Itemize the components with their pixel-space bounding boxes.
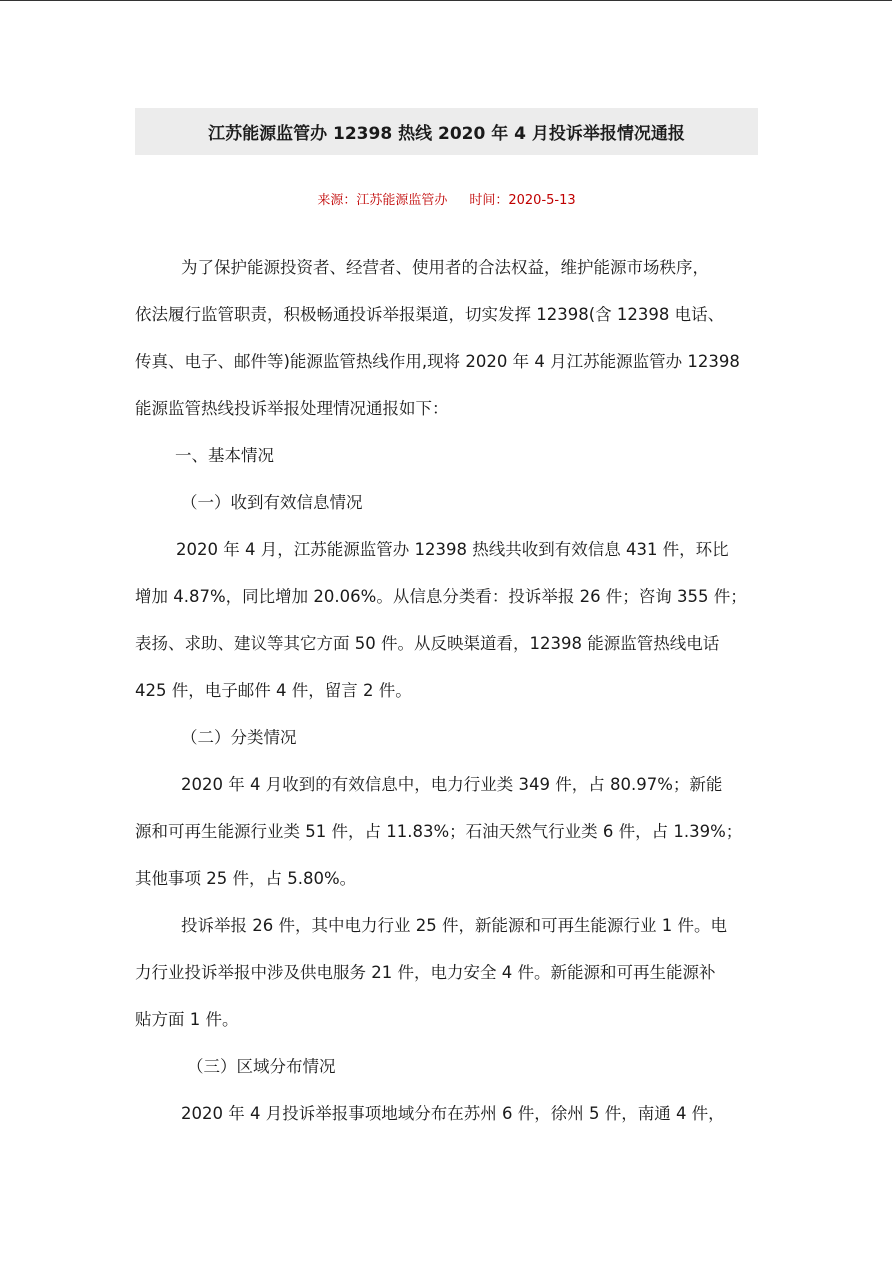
document-meta xyxy=(135,189,758,208)
paragraph-line: 2020 年 4 月投诉举报事项地域分布在苏州 6 件，徐州 5 件，南通 4 件， xyxy=(181,1104,725,1123)
paragraph-line: 能源监管热线投诉举报处理情况通报如下： xyxy=(135,399,449,418)
paragraph-line: 源和可再生能源行业类 51 件，占 11.83%；石油天然气行业类 6 件，占 1.39%； xyxy=(135,822,743,841)
paragraph-line: 2020 年 4 月收到的有效信息中，电力行业类 349 件，占 80.97%；新能 xyxy=(181,775,723,794)
subsection-heading: （二）分类情况 xyxy=(181,728,297,747)
paragraph-line: 其他事项 25 件，占 5.80%。 xyxy=(135,869,357,888)
date-label: 时间：2020-5-13 xyxy=(469,193,576,208)
paragraph-line: 为了保护能源投资者、经营者、使用者的合法权益，维护能源市场秩序， xyxy=(181,258,709,277)
paragraph-line: 425 件，电子邮件 4 件，留言 2 件。 xyxy=(135,681,412,700)
source-label: 来源：江苏能源监管办 xyxy=(317,193,448,208)
title-banner xyxy=(135,108,758,155)
section-heading: 一、基本情况 xyxy=(175,446,274,465)
paragraph-line: 力行业投诉举报中涉及供电服务 21 件，电力安全 4 件。新能源和可再生能源补 xyxy=(135,963,716,982)
document-title: 江苏能源监管办 12398 热线 2020 年 4 月投诉举报情况通报 xyxy=(208,124,685,144)
paragraph-line: 传真、电子、邮件等)能源监管热线作用,现将 2020 年 4 月江苏能源监管办 12398 xyxy=(135,352,740,371)
paragraph-line: 2020 年 4 月，江苏能源监管办 12398 热线共收到有效信息 431 件，环比 xyxy=(176,540,729,559)
paragraph-line: 投诉举报 26 件，其中电力行业 25 件，新能源和可再生能源行业 1 件。电 xyxy=(181,916,727,935)
paragraph-line: 依法履行监管职责，积极畅通投诉举报渠道，切实发挥 12398(含 12398 电话、 xyxy=(135,305,725,324)
paragraph-line: 贴方面 1 件。 xyxy=(135,1010,239,1029)
document-body xyxy=(135,244,758,1137)
paragraph-line: 增加 4.87%，同比增加 20.06%。从信息分类看：投诉举报 26 件；咨询 355 件； xyxy=(135,587,747,606)
paragraph-line: 表扬、求助、建议等其它方面 50 件。从反映渠道看，12398 能源监管热线电话 xyxy=(135,634,720,653)
subsection-heading: （一）收到有效信息情况 xyxy=(181,493,363,512)
subsection-heading: （三）区域分布情况 xyxy=(187,1057,336,1076)
top-border-rule xyxy=(0,0,892,1)
